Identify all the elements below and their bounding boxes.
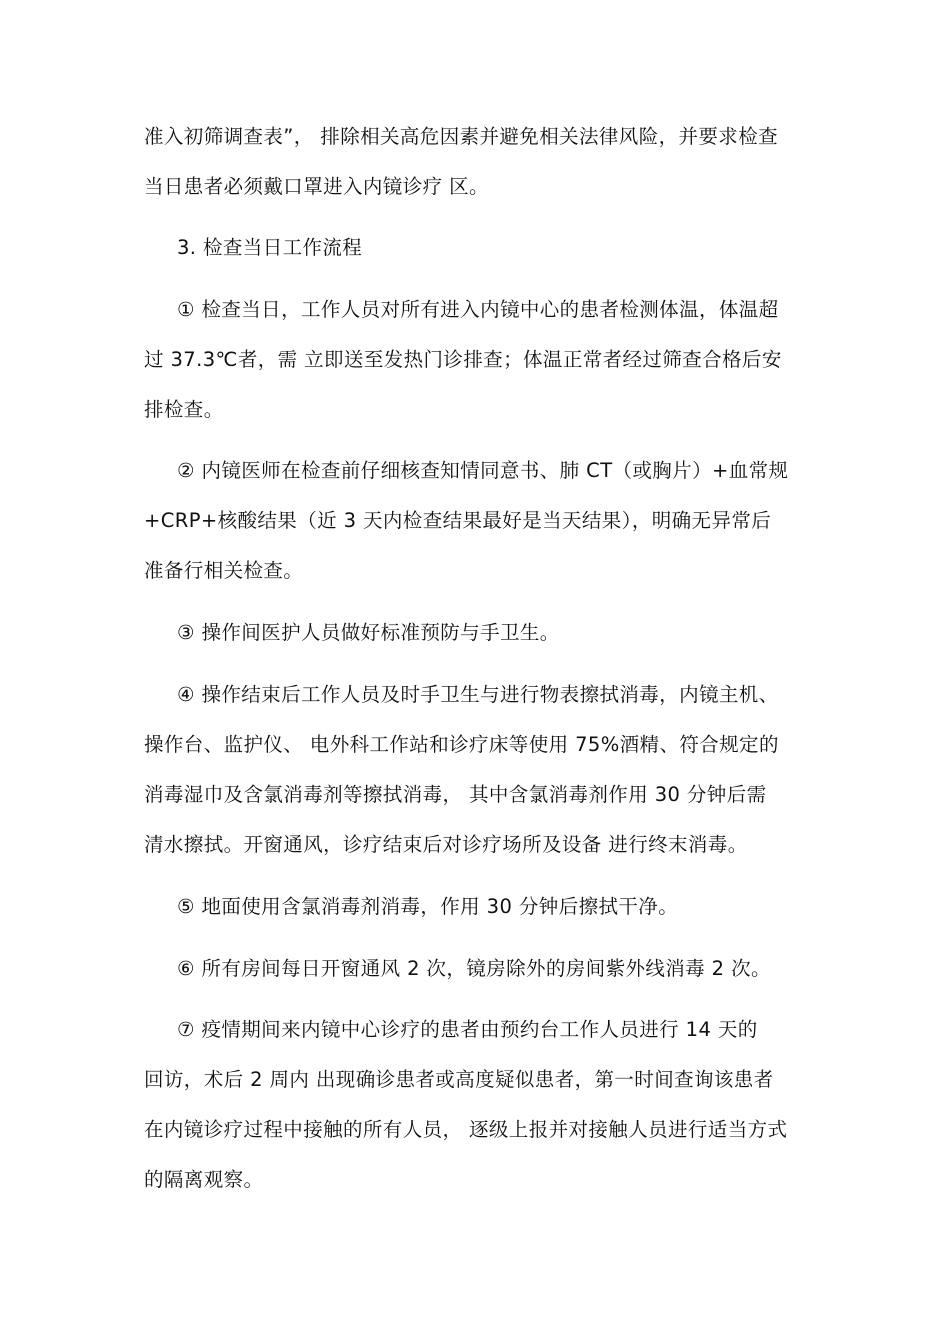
list-item-7-line-2: 回访，术后 2 周内 出现确诊患者或高度疑似患者，第一时间查询该患者 <box>144 1068 774 1091</box>
list-item-4-line-4: 清水擦拭。开窗通风，诊疗结束后对诊疗场所及设备 进行终末消毒。 <box>144 833 748 856</box>
list-item-7-line-3: 在内镜诊疗过程中接触的所有人员， 逐级上报并对接触人员进行适当方式 <box>144 1118 788 1141</box>
section-heading: 3. 检查当日工作流程 <box>177 236 363 259</box>
list-item-7-line-4: 的隔离观察。 <box>144 1168 264 1191</box>
list-item-2-line-1: ② 内镜医师在检查前仔细核查知情同意书、肺 CT（或胸片）+血常规 <box>177 459 789 482</box>
list-item-7-line-1: ⑦ 疫情期间来内镜中心诊疗的患者由预约台工作人员进行 14 天的 <box>177 1018 758 1041</box>
list-item-2-line-2: +CRP+核酸结果（近 3 天内检查结果最好是当天结果），明确无异常后 <box>144 509 772 532</box>
list-item-1-line-1: ① 检查当日，工作人员对所有进入内镜中心的患者检测体温，体温超 <box>177 298 779 321</box>
paragraph-continuation-line-1: 准入初筛调查表”， 排除相关高危因素并避免相关法律风险，并要求检查 <box>144 125 779 148</box>
list-item-1-line-2: 过 37.3℃者，需 立即送至发热门诊排查；体温正常者经过筛查合格后安 <box>144 348 782 371</box>
paragraph-continuation-line-2: 当日患者必须戴口罩进入内镜诊疗 区。 <box>144 175 489 198</box>
list-item-4-line-1: ④ 操作结束后工作人员及时手卫生与进行物表擦拭消毒，内镜主机、 <box>177 683 779 706</box>
list-item-2-line-3: 准备行相关检查。 <box>144 559 304 582</box>
list-item-5-line-1: ⑤ 地面使用含氯消毒剂消毒，作用 30 分钟后擦拭干净。 <box>177 895 679 918</box>
list-item-6-line-1: ⑥ 所有房间每日开窗通风 2 次，镜房除外的房间紫外线消毒 2 次。 <box>177 957 771 980</box>
list-item-4-line-3: 消毒湿巾及含氯消毒剂等擦拭消毒， 其中含氯消毒剂作用 30 分钟后需 <box>144 783 767 806</box>
list-item-1-line-3: 排检查。 <box>144 398 224 421</box>
list-item-3-line-1: ③ 操作间医护人员做好标准预防与手卫生。 <box>177 621 560 644</box>
list-item-4-line-2: 操作台、监护仪、 电外科工作站和诊疗床等使用 75%酒精、符合规定的 <box>144 733 779 756</box>
